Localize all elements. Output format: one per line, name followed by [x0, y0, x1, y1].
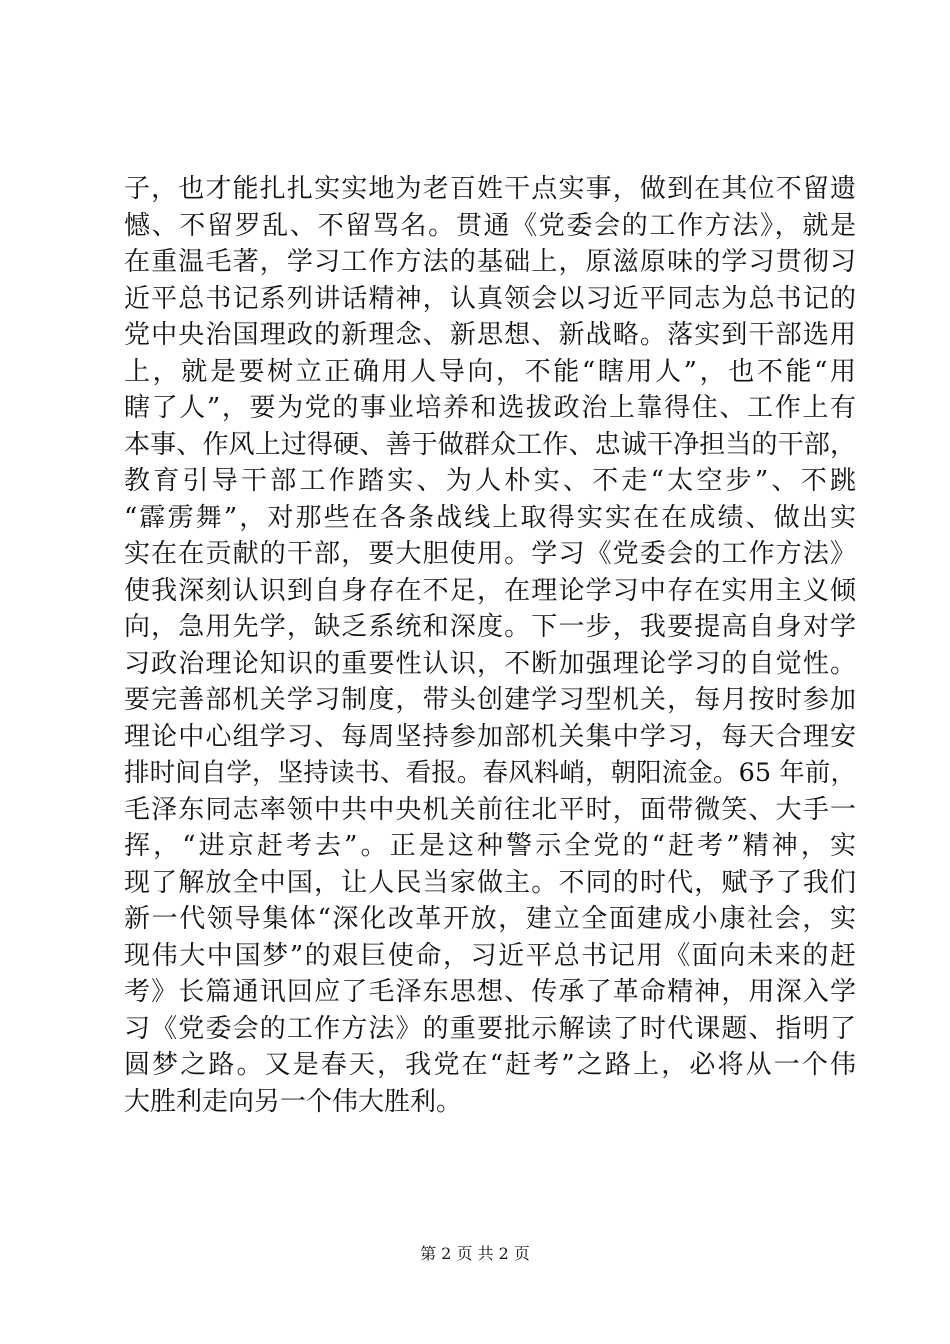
text-line: 本事、作风上过得硬、善于做群众工作、忠诚干净担当的干部， — [124, 429, 856, 460]
text-line: 向，急用先学，缺乏系统和深度。下一步，我要提高自身对学 — [124, 612, 856, 642]
text-line: 排时间自学，坚持读书、看报。春风料峭，朝阳流金。65 年前， — [124, 758, 856, 788]
text-line: 实在在贡献的干部，要大胆使用。学习《党委会的工作方法》 — [124, 539, 856, 569]
text-line: 教育引导干部工作踏实、为人朴实、不走“太空步”、不跳 — [124, 466, 856, 496]
text-line: 上，就是要树立正确用人导向，不能“瞎用人”，也不能“用 — [124, 356, 856, 387]
text-line: 圆梦之路。又是春天，我党在“赶考”之路上，必将从一个伟 — [124, 1050, 856, 1080]
text-line: 子，也才能扎扎实实地为老百姓干点实事，做到在其位不留遗 — [124, 174, 856, 204]
text-line: “霹雳舞”，对那些在各条战线上取得实实在在成绩、做出实 — [124, 502, 856, 533]
text-line: 习《党委会的工作方法》的重要批示解读了时代课题、指明了 — [124, 1013, 856, 1044]
text-line: 近平总书记系列讲话精神，认真领会以习近平同志为总书记的 — [124, 283, 856, 314]
text-line: 憾、不留罗乱、不留骂名。贯通《党委会的工作方法》，就是 — [124, 210, 856, 241]
text-line: 考》长篇通讯回应了毛泽东思想、传承了革命精神，用深入学 — [124, 977, 856, 1007]
text-line: 大胜利走向另一个伟大胜利。 — [124, 1086, 463, 1117]
text-line: 瞎了人”，要为党的事业培养和选拔政治上靠得住、工作上有 — [124, 393, 856, 423]
text-line: 使我深刻认识到自身存在不足，在理论学习中存在实用主义倾 — [124, 575, 856, 606]
page-number: 第 2 页 共 2 页 — [420, 1244, 530, 1263]
text-line: 挥，“进京赶考去”。正是这种警示全党的“赶考”精神，实 — [124, 831, 856, 861]
text-line: 毛泽东同志率领中共中央机关前往北平时，面带微笑、大手一 — [124, 794, 856, 825]
text-line: 现伟大中国梦”的艰巨使命，习近平总书记用《面向未来的赶 — [124, 940, 856, 971]
body-text — [124, 171, 856, 1120]
text-line: 党中央治国理政的新理念、新思想、新战略。落实到干部选用 — [124, 320, 856, 350]
text-line: 现了解放全中国，让人民当家做主。不同的时代，赋予了我们 — [124, 867, 856, 898]
text-line: 要完善部机关学习制度，带头创建学习型机关，每月按时参加 — [124, 685, 856, 715]
text-line: 理论中心组学习、每周坚持参加部机关集中学习，每天合理安 — [124, 721, 856, 752]
text-line: 新一代领导集体“深化改革开放，建立全面建成小康社会，实 — [124, 904, 856, 934]
text-line: 在重温毛著，学习工作方法的基础上，原滋原味的学习贯彻习 — [124, 247, 856, 277]
text-line: 习政治理论知识的重要性认识，不断加强理论学习的自觉性。 — [124, 648, 856, 679]
